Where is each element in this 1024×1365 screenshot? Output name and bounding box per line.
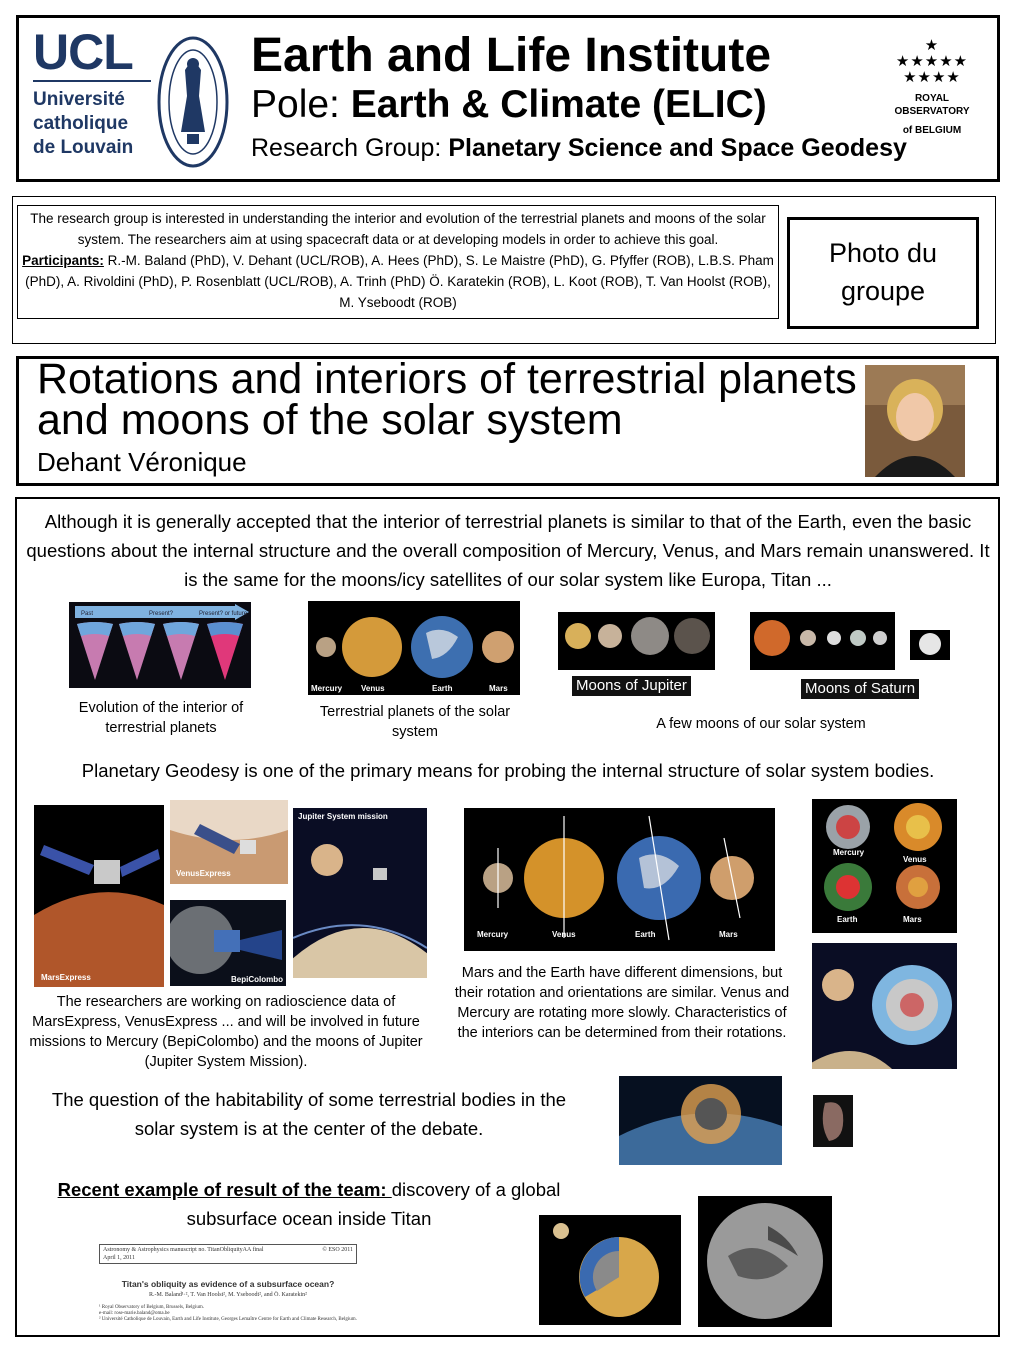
ucl-logo-line: catholique [33, 113, 129, 134]
paper-copyright: © ESO 2011 [322, 1247, 353, 1253]
mission-label-bepicolombo: BepiColombo [231, 975, 283, 984]
recent-result-text: discovery of a global subsurface ocean inside Titan [186, 1179, 561, 1229]
group-name: Planetary Science and Space Geodesy [448, 134, 907, 162]
jupiter-system-mission-image [293, 808, 427, 978]
enceladus-image [910, 630, 950, 660]
rob-stars-icon: ★★★★ [903, 69, 961, 86]
planet-label-mercury: Mercury [311, 684, 343, 693]
project-title-panel [16, 356, 999, 486]
pole-line [251, 82, 767, 128]
paper-authors: R.-M. Baland¹·², T. Van Hoolst², M. Yseboodt², and Ö. Karatekin² [149, 1292, 307, 1298]
mission-label-marsexpress: MarsExpress [41, 973, 91, 982]
rob-text: ROYAL OBSERVATORY [894, 93, 970, 117]
label-moons-jupiter: Moons of Jupiter [572, 676, 691, 696]
group-photo-placeholder: Photo du groupe [787, 217, 979, 329]
jupiter-moon-interior-image [812, 943, 957, 1069]
banner-present: Present? [149, 611, 174, 617]
ucl-logo-line: de Louvain [33, 137, 134, 158]
banner-future: Present? or future [199, 611, 248, 617]
recent-result-label: Recent example of result of the team: [57, 1179, 392, 1200]
planet-label-mars: Mars [489, 684, 508, 693]
caption-missions: The researchers are working on radioscience data of MarsExpress, VenusExpress ... and will be involved in future missions to Mercury (BepiColombo) and the moons of Jupiter (Jupiter System Mission). [29, 994, 423, 1070]
marsexpress-image [34, 805, 164, 987]
institute-title: Earth and Life Institute [251, 29, 772, 82]
planet-label-venus: Venus [361, 684, 385, 693]
author-portrait [865, 365, 965, 477]
geodesy-paragraph: Planetary Geodesy is one of the primary means for probing the internal structure of solar system bodies. [81, 760, 935, 781]
interior-label-mercury: Mercury [833, 848, 865, 857]
asteroid-impact-image [619, 1076, 782, 1165]
mission-label-venusexpress: VenusExpress [176, 869, 231, 878]
meteorite-fossil-image [813, 1095, 853, 1147]
rotation-label-venus: Venus [552, 930, 576, 939]
paper-date: April 1, 2011 [103, 1255, 135, 1261]
planet-interiors-image [812, 799, 957, 933]
caption-rotation: Mars and the Earth have different dimensions, but their rotation and orientations are similar. Venus and Mercury are rotating more slowly. Characteristics of the interiors can be determined from their rotations. [454, 965, 790, 1041]
planet-label-earth: Earth [432, 684, 453, 693]
project-author: Dehant Véronique [37, 447, 247, 477]
paper-snippet [99, 1244, 357, 1338]
main-panel [15, 497, 1000, 1337]
interior-label-earth: Earth [837, 915, 858, 924]
group-prefix: Research Group: [251, 134, 449, 162]
recent-result [33, 1175, 585, 1233]
ucl-logo-line: Université [33, 89, 125, 110]
pole-prefix: Pole: [251, 83, 351, 126]
rob-stars-icon: ★★★★★ [895, 53, 969, 70]
participants-label: Participants: [22, 253, 104, 268]
habitability-paragraph: The question of the habitability of some terrestrial bodies in the solar system is at the center of the debate. [51, 1089, 567, 1139]
terrestrial-planets-image [308, 601, 520, 695]
banner-past: Past [81, 611, 94, 617]
participants-list: R.-M. Baland (PhD), V. Dehant (UCL/ROB), A. Hees (PhD), S. Le Maistre (PhD), G. Pfyffer (ROB), L.B.S. Pham (PhD), A. Rivoldini (PhD), P. Rosenblatt (UCL/ROB), A. Trinh (PhD) Ö. Karatekin (ROB), L. Koot (ROB), T. Van Hoolst (ROB), M. Yseboodt (ROB) [25, 253, 774, 310]
ucl-logo-text: UCL [33, 24, 133, 80]
bepicolombo-image [170, 900, 286, 986]
rob-logo [877, 38, 987, 137]
label-moons-saturn: Moons of Saturn [801, 679, 919, 699]
ucl-seal-icon [157, 36, 229, 168]
paper-journal: Astronomy & Astrophysics manuscript no. TitanObliquityAA final [103, 1247, 264, 1253]
intro-text-box [17, 205, 779, 319]
saturn-moons-image [750, 612, 895, 670]
caption-terrestrial-planets: Terrestrial planets of the solar system [319, 704, 511, 740]
pole-name: Earth & Climate (ELIC) [350, 83, 767, 126]
project-title: Rotations and interiors of terrestrial planets and moons of the solar system [37, 355, 857, 444]
interior-label-venus: Venus [903, 855, 927, 864]
rob-stars-icon: ★ [924, 37, 940, 54]
paper-affiliation: ² Université Catholique de Louvain, Earth and Life Institute, Georges Lemaître Centre for Earth and Climate Research, Belgium. [99, 1317, 357, 1322]
header-panel [16, 15, 1000, 182]
rotation-label-earth: Earth [635, 930, 656, 939]
group-line [251, 132, 907, 164]
interior-label-mars: Mars [903, 915, 922, 924]
paper-affiliation: ¹ Royal Observatory of Belgium, Brussels, Belgium. [99, 1305, 204, 1310]
rotation-label-mercury: Mercury [477, 930, 509, 939]
mission-label-jupiter: Jupiter System mission [298, 812, 388, 821]
caption-moons: A few moons of our solar system [656, 716, 866, 732]
intro-panel [12, 196, 996, 344]
intro-text: The research group is interested in understanding the interior and evolution of the terrestrial planets and moons of the solar system. The researchers aim at using spacecraft data or at developing models in order to achieve this goal. [30, 211, 766, 247]
jupiter-moons-image [558, 612, 715, 670]
evolution-interior-image [69, 602, 251, 688]
titan-interior-image [539, 1215, 681, 1325]
caption-evolution: Evolution of the interior of terrestrial planets [78, 700, 244, 736]
rotation-label-mars: Mars [719, 930, 738, 939]
titan-surface-image [698, 1196, 832, 1327]
intro-paragraph: Although it is generally accepted that the interior of terrestrial planets is similar to that of the Earth, even the basic questions about the internal structure and the overall composition of Mercury, Venus, and Mars remain unanswered. It is the same for the moons/icy satellites of our solar system like Europa, Titan ... [26, 511, 990, 590]
paper-affiliation: e-mail: rose-marie.baland@oma.be [99, 1311, 170, 1316]
ucl-logo [33, 26, 151, 160]
rob-text: of BELGIUM [902, 125, 962, 136]
paper-title: Titan's obliquity as evidence of a subsurface ocean? [121, 1279, 335, 1289]
